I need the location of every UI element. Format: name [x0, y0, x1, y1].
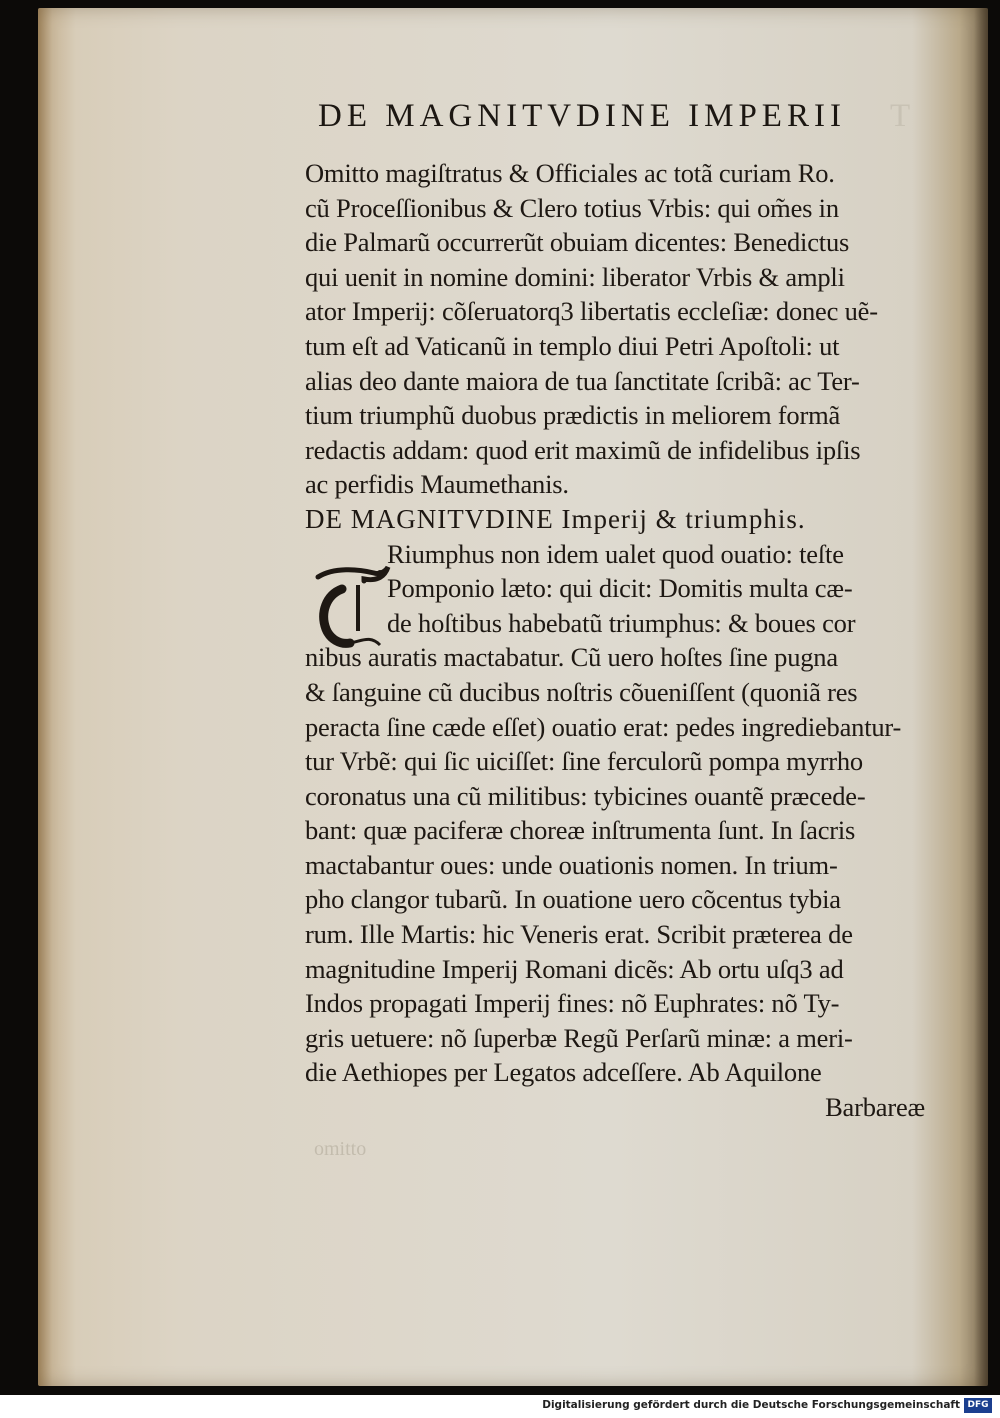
- text-line: die Aethiopes per Legatos adceſſere. Ab Aquilone: [305, 1057, 822, 1088]
- bleed-through-mark: T: [890, 98, 911, 134]
- text-line: Indos propagati Imperij fines: nõ Euphrates: nõ Ty-: [305, 988, 840, 1019]
- text-line: nibus auratis mactabatur. Cũ uero hoſtes ſine pugna: [305, 642, 838, 673]
- text-line: Omitto magiſtratus & Officiales ac totã curiam Ro.: [305, 158, 835, 188]
- funding-credit: Digitalisierung gefördert durch die Deutsche Forschungsgemeinschaft: [542, 1399, 960, 1411]
- text-line: de hoſtibus habebatũ triumphus: & boues cor: [387, 607, 856, 638]
- text-line: coronatus una cũ militibus: tybicines ouantẽ præcede-: [305, 780, 866, 811]
- text-line: tum eſt ad Vaticanũ in templo diui Petri Apoſtoli: ut: [305, 330, 840, 361]
- main-text: [305, 156, 925, 1125]
- text-line: tium triumphũ duobus prædictis in meliorem formã: [305, 400, 841, 431]
- text-line: magnitudine Imperij Romani dicẽs: Ab ortu uſq3 ad: [305, 953, 844, 984]
- text-line: die Palmarũ occurrerũt obuiam dicentes: Benedictus: [305, 227, 850, 258]
- text-line: pho clangor tubarũ. In ouatione uero cõcentus tybia: [305, 884, 841, 915]
- text-line: Riumphus non idem ualet quod ouatio: teſte: [387, 538, 844, 569]
- bleed-through-text: omitto: [314, 1138, 367, 1160]
- text-line: cũ Proceſſionibus & Clero totius Vrbis: qui om̃es in: [305, 192, 839, 223]
- text-line: ac perfidis Maumethanis.: [305, 469, 569, 500]
- catchword: Barbareæ: [825, 1092, 925, 1123]
- running-head: DE MAGNITVDINE IMPERII: [318, 98, 846, 134]
- text-line: bant: quæ paciferæ choreæ inſtrumenta ſunt. In ſacris: [305, 815, 856, 846]
- text-line: ator Imperij: cõſeruatorq3 libertatis eccleſiæ: donec uẽ-: [305, 296, 878, 327]
- text-line: rum. Ille Martis: hic Veneris erat. Scribit præterea de: [305, 919, 853, 950]
- text-line: gris uetuere: nõ ſuperbæ Regũ Perſarũ minæ: a meri-: [305, 1022, 853, 1053]
- text-line: peracta ſine cæde eſſet) ouatio erat: pedes ingrediebantur-: [305, 711, 902, 742]
- dfg-logo-icon[interactable]: DFG: [964, 1398, 992, 1413]
- text-line: alias deo dante maiora de tua ſanctitate ſcribã: ac Ter-: [305, 365, 860, 396]
- text-line: & ſanguine cũ ducibus noſtris cõueniſſent (quoniã res: [305, 676, 858, 707]
- drop-cap-initial: [314, 565, 392, 651]
- text-line: redactis addam: quod erit maximũ de infidelibus ipſis: [305, 434, 861, 465]
- text-line: tur Vrbẽ: qui ſic uiciſſet: ſine ferculorũ pompa myrrho: [305, 746, 863, 777]
- text-line: qui uenit in nomine domini: liberator Vrbis & ampli: [305, 261, 845, 292]
- footer-bar: [0, 1395, 1000, 1418]
- section-heading: DE MAGNITVDINE Imperij & triumphis.: [305, 503, 806, 534]
- text-line: Pomponio læto: qui dicit: Domitis multa cæ-: [387, 573, 853, 604]
- page-gutter-shadow: [974, 8, 988, 1386]
- text-line: mactabantur oues: unde ouationis nomen. In trium-: [305, 849, 838, 880]
